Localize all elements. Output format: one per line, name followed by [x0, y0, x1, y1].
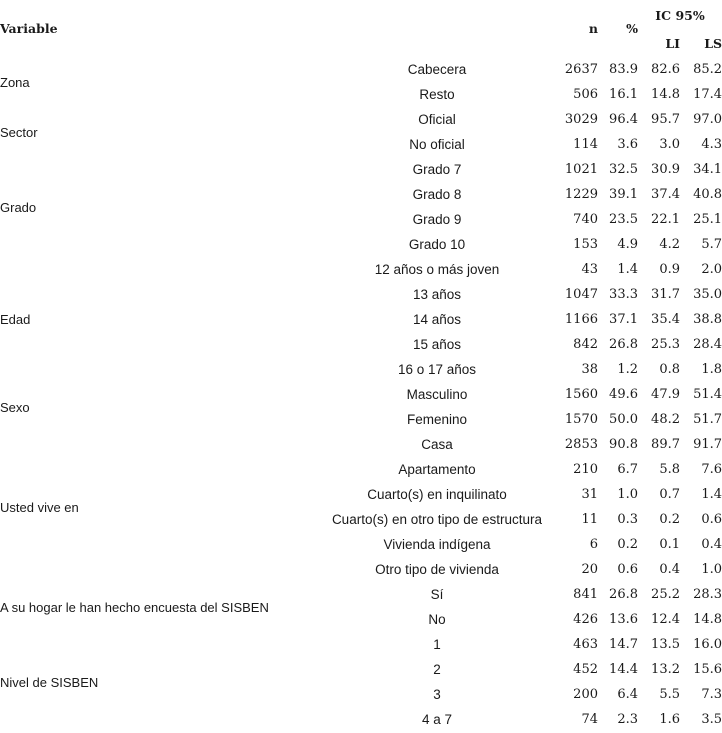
li-value: 0.1 [659, 537, 680, 552]
ls-value: 7.6 [701, 462, 722, 477]
n-value: 43 [581, 262, 598, 277]
li-value: 13.5 [651, 637, 680, 652]
category-label: 1 [433, 637, 441, 652]
ls-value: 91.7 [693, 437, 722, 452]
category-label: Vivienda indígena [383, 537, 491, 552]
li-value: 25.2 [651, 587, 680, 602]
li-value: 95.7 [651, 112, 680, 127]
percent-value: 37.1 [609, 312, 638, 327]
li-value: 30.9 [651, 162, 680, 177]
ls-value: 3.5 [701, 712, 722, 727]
variable-label: Grado [0, 199, 37, 215]
n-value: 426 [573, 612, 598, 627]
ls-value: 14.8 [693, 612, 722, 627]
ls-value: 25.1 [693, 212, 722, 227]
li-value: 89.7 [651, 437, 680, 452]
n-value: 1047 [564, 287, 598, 302]
category-label: Masculino [406, 387, 468, 402]
ls-value: 97.0 [693, 112, 722, 127]
category-label: 2 [433, 662, 441, 677]
li-value: 47.9 [651, 387, 680, 402]
ls-value: 28.3 [693, 587, 722, 602]
n-value: 841 [573, 587, 598, 602]
category-label: Grado 7 [412, 162, 462, 177]
n-value: 114 [573, 137, 598, 152]
category-label: 12 años o más joven [374, 262, 500, 277]
category-label: No [428, 612, 446, 627]
percent-value: 90.8 [609, 437, 638, 452]
variable-label: Sexo [0, 399, 30, 415]
percent-value: 13.6 [609, 612, 638, 627]
ls-value: 1.4 [701, 487, 722, 502]
category-label: 16 o 17 años [397, 362, 477, 377]
ls-value: 0.4 [701, 537, 722, 552]
percent-value: 33.3 [609, 287, 638, 302]
percent-value: 6.7 [617, 462, 638, 477]
li-value: 0.9 [659, 262, 680, 277]
n-value: 200 [573, 687, 598, 702]
li-value: 4.2 [659, 237, 680, 252]
percent-value: 50.0 [609, 412, 638, 427]
n-value: 463 [573, 637, 598, 652]
n-value: 11 [581, 512, 598, 527]
category-label: Cuarto(s) en otro tipo de estructura [331, 512, 543, 527]
percent-value: 16.1 [609, 87, 638, 102]
percent-value: 4.9 [617, 237, 638, 252]
category-label: Grado 9 [412, 212, 462, 227]
category-label: 14 años [412, 312, 462, 327]
li-value: 14.8 [651, 87, 680, 102]
ls-value: 1.8 [701, 362, 722, 377]
li-value: 3.0 [659, 137, 680, 152]
n-value: 452 [573, 662, 598, 677]
n-value: 3029 [564, 112, 598, 127]
percent-value: 0.2 [617, 537, 638, 552]
li-value: 22.1 [651, 212, 680, 227]
ls-value: 17.4 [693, 87, 722, 102]
table-row [0, 432, 722, 457]
ls-value: 34.1 [693, 162, 722, 177]
ls-value: 16.0 [693, 637, 722, 652]
variable-label: A su hogar le han hecho encuesta del SISBEN [0, 599, 269, 615]
category-label: Otro tipo de vivienda [375, 562, 499, 577]
category-label: Resto [419, 87, 455, 102]
ls-value: 40.8 [693, 187, 722, 202]
percent-value: 32.5 [609, 162, 638, 177]
header-ls: LS [704, 36, 722, 51]
percent-value: 1.2 [617, 362, 638, 377]
li-value: 0.4 [659, 562, 680, 577]
percent-value: 0.3 [617, 512, 638, 527]
li-value: 48.2 [651, 412, 680, 427]
table-body [0, 57, 722, 732]
n-value: 38 [581, 362, 598, 377]
percent-value: 14.7 [609, 637, 638, 652]
ls-value: 2.0 [701, 262, 722, 277]
percent-value: 1.4 [617, 262, 638, 277]
variable-label: Nivel de SISBEN [0, 674, 99, 690]
n-value: 842 [573, 337, 598, 352]
li-value: 12.4 [651, 612, 680, 627]
percent-value: 23.5 [609, 212, 638, 227]
n-value: 506 [573, 87, 598, 102]
category-label: Casa [421, 437, 453, 452]
li-value: 13.2 [651, 662, 680, 677]
category-label: Cuarto(s) en inquilinato [367, 487, 507, 502]
li-value: 1.6 [659, 712, 680, 727]
ls-value: 28.4 [693, 337, 722, 352]
n-value: 31 [581, 487, 598, 502]
li-value: 5.8 [659, 462, 680, 477]
category-label: Oficial [418, 112, 456, 127]
ls-value: 15.6 [693, 662, 722, 677]
li-value: 5.5 [659, 687, 680, 702]
table-row [0, 257, 722, 282]
ls-value: 51.4 [693, 387, 722, 402]
table-row [0, 582, 722, 607]
variable-label: Zona [0, 74, 30, 90]
header-ic95: IC 95% [655, 7, 705, 23]
percent-value: 14.4 [609, 662, 638, 677]
n-value: 2637 [564, 62, 598, 77]
variable-label: Usted vive en [0, 499, 79, 515]
n-value: 20 [581, 562, 598, 577]
ls-value: 35.0 [693, 287, 722, 302]
percent-value: 26.8 [609, 337, 638, 352]
n-value: 6 [589, 537, 598, 552]
variable-label: Edad [0, 312, 31, 327]
table-row [0, 157, 722, 182]
ls-value: 51.7 [693, 412, 722, 427]
category-label: Grado 8 [412, 187, 462, 202]
category-label: 15 años [412, 337, 462, 352]
n-value: 1166 [564, 312, 598, 327]
percent-value: 83.9 [609, 62, 638, 77]
percent-value: 96.4 [609, 112, 638, 127]
variable-label: Sector [0, 124, 38, 140]
li-value: 0.8 [659, 362, 680, 377]
category-label: Grado 10 [408, 237, 466, 252]
category-label: Sí [430, 587, 444, 602]
category-label: Apartamento [398, 462, 476, 477]
n-value: 1560 [564, 387, 598, 402]
ls-value: 7.3 [701, 687, 722, 702]
percent-value: 26.8 [609, 587, 638, 602]
li-value: 25.3 [651, 337, 680, 352]
category-label: No oficial [409, 137, 465, 152]
table-row [0, 382, 722, 407]
n-value: 1021 [564, 162, 598, 177]
li-value: 35.4 [651, 312, 680, 327]
percent-value: 0.6 [617, 562, 638, 577]
header-percent: % [626, 21, 638, 36]
table-row [0, 107, 722, 132]
table-header [0, 0, 722, 57]
li-value: 82.6 [651, 62, 680, 77]
percent-value: 49.6 [609, 387, 638, 402]
n-value: 2853 [564, 437, 598, 452]
ls-value: 85.2 [693, 62, 722, 77]
ls-value: 38.8 [693, 312, 722, 327]
header-variable: Variable [0, 21, 58, 36]
li-value: 37.4 [651, 187, 680, 202]
n-value: 1570 [564, 412, 598, 427]
table-row [0, 632, 722, 657]
ls-value: 5.7 [701, 237, 722, 252]
percent-value: 6.4 [617, 687, 638, 702]
n-value: 740 [573, 212, 598, 227]
category-label: 4 a 7 [421, 712, 453, 727]
header-li: LI [665, 36, 680, 51]
category-label: 3 [433, 687, 441, 702]
percent-value: 1.0 [617, 487, 638, 502]
category-label: Femenino [406, 412, 468, 427]
n-value: 210 [573, 462, 598, 477]
li-value: 31.7 [651, 287, 680, 302]
percent-value: 2.3 [617, 712, 638, 727]
category-label: Cabecera [407, 62, 467, 77]
n-value: 1229 [564, 187, 598, 202]
li-value: 0.2 [659, 512, 680, 527]
n-value: 153 [573, 237, 598, 252]
ls-value: 1.0 [701, 562, 722, 577]
percent-value: 3.6 [617, 137, 638, 152]
header-n: n [588, 21, 598, 36]
table-row [0, 57, 722, 82]
percent-value: 39.1 [609, 187, 638, 202]
ls-value: 0.6 [701, 512, 722, 527]
ls-value: 4.3 [701, 137, 722, 152]
n-value: 74 [581, 712, 598, 727]
li-value: 0.7 [659, 487, 680, 502]
category-label: 13 años [412, 287, 462, 302]
